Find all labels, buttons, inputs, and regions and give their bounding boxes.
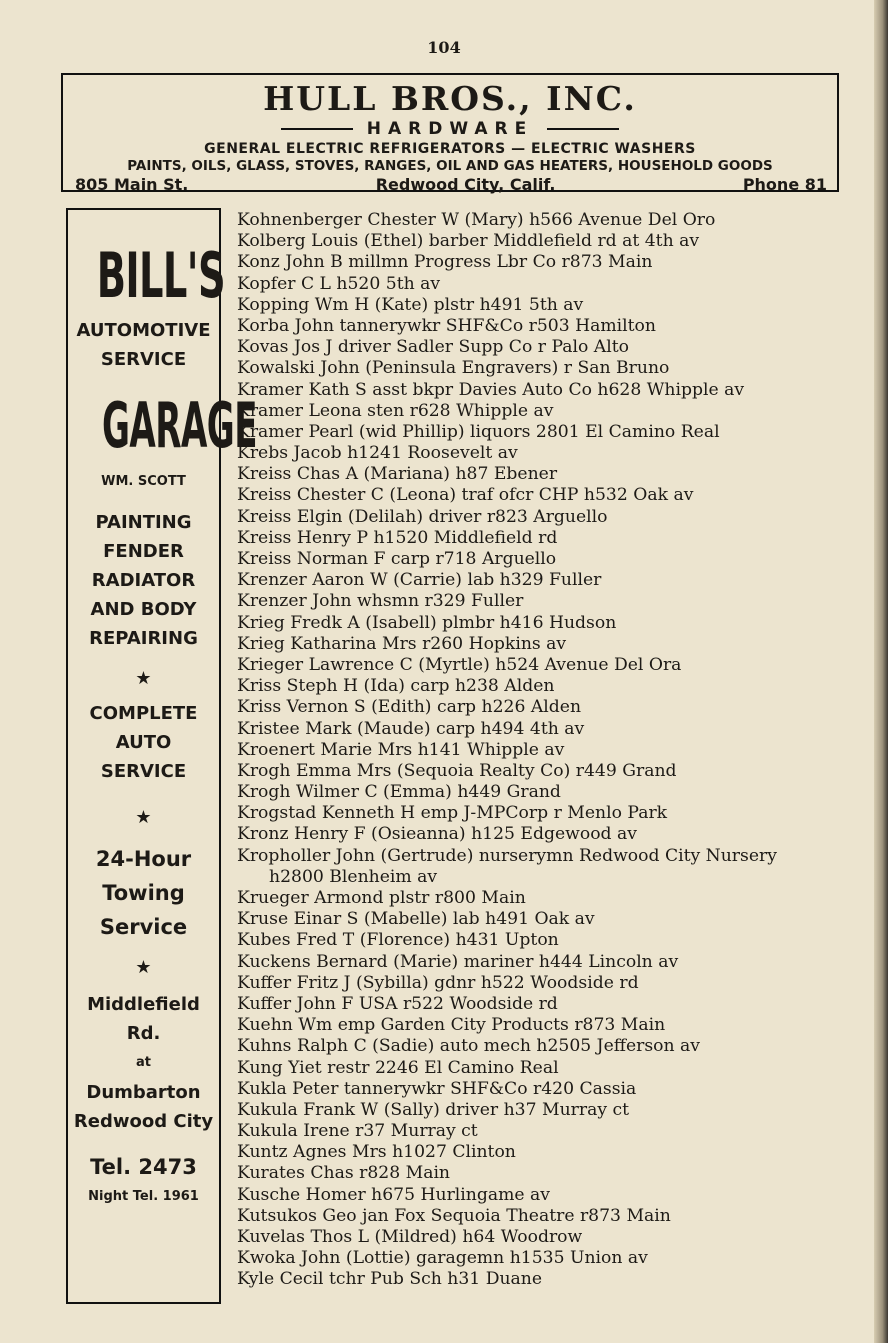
directory-entry: Kreiss Chester C (Leona) traf ofcr CHP h532 Oak av (237, 485, 694, 506)
directory-entry: Krieg Fredk A (Isabell) plmbr h416 Hudson (237, 612, 617, 633)
page-number: 104 (427, 38, 461, 57)
ad-service: SERVICE (100, 349, 187, 370)
directory-entry: Kriss Steph H (Ida) carp h238 Alden (237, 676, 555, 697)
directory-entry: Kronz Henry F (Osieanna) h125 Edgewood av (237, 824, 637, 845)
directory-entry: Kroenert Marie Mrs h141 Whipple av (237, 739, 565, 760)
directory-entry-continuation: h2800 Blenheim av (269, 866, 438, 887)
ad-at: at (136, 1055, 151, 1070)
directory-entry: Kowalski John (Peninsula Engravers) r San Bruno (237, 358, 670, 379)
directory-entry: Kubes Fred T (Florence) h431 Upton (237, 930, 559, 951)
directory-entry: Kohnenberger Chester W (Mary) h566 Avenue Del Oro (237, 210, 716, 230)
ad-subtitle: HARDWARE (366, 119, 534, 139)
ad-night-tel: Night Tel. 1961 (88, 1189, 199, 1204)
ad-painting: PAINTING (95, 512, 192, 533)
directory-entry: Kovas Jos J driver Sadler Supp Co r Palo Alto (237, 337, 629, 358)
directory-entry: Kuntz Agnes Mrs h1027 Clinton (237, 1142, 516, 1163)
directory-entry: Kurates Chas r828 Main (237, 1163, 451, 1184)
directory-entry: Kung Yiet restr 2246 El Camino Real (237, 1057, 559, 1078)
directory-entry: Krogh Wilmer C (Emma) h449 Grand (237, 782, 561, 803)
directory-entry: Kropholler John (Gertrude) nurserymn Redwood City Nursery (237, 845, 777, 866)
directory-list (237, 210, 847, 1291)
ad-repairing: REPAIRING (89, 628, 198, 649)
directory-entry: Kukula Frank W (Sally) driver h37 Murray ct (237, 1099, 630, 1120)
directory-entry: Kwoka John (Lottie) garagemn h1535 Union av (237, 1248, 648, 1269)
directory-entry: Krebs Jacob h1241 Roosevelt av (237, 443, 518, 464)
ad-radiator: RADIATOR (91, 570, 196, 591)
star-icon: ★ (135, 957, 152, 978)
ad-automotive: AUTOMOTIVE (76, 320, 211, 341)
ad-phone: Phone 81 (742, 175, 827, 194)
ad-fender: FENDER (103, 541, 184, 562)
directory-entry: Kreiss Norman F carp r718 Arguello (237, 549, 557, 569)
directory-entry: Kuffer Fritz J (Sybilla) gdnr h522 Woodside rd (237, 972, 639, 993)
directory-entry: Krogh Emma Mrs (Sequoia Realty Co) r449 Grand (237, 760, 677, 781)
directory-entry: Kramer Leona sten r628 Whipple av (237, 400, 554, 421)
directory-entry: Kopping Wm H (Kate) plstr h491 5th av (237, 294, 584, 315)
ad-towing: Towing (102, 881, 185, 905)
divider (281, 128, 353, 130)
ad-subtitle-row (63, 119, 837, 139)
ad-auto: AUTO (115, 732, 172, 753)
directory-entry: Krieg Katharina Mrs r260 Hopkins av (237, 633, 567, 654)
directory-entry: Kutsukos Geo jan Fox Sequoia Theatre r873 Main (237, 1205, 671, 1226)
ad-service-3: Service (99, 915, 188, 939)
page-edge (874, 0, 888, 1343)
directory-entry: Kreiss Chas A (Mariana) h87 Ebener (237, 464, 558, 485)
directory-entry: Kriss Vernon S (Edith) carp h226 Alden (237, 697, 582, 718)
ad-garage: GARAGE (101, 389, 257, 462)
directory-entry: Kreiss Henry P h1520 Middlefield rd (237, 527, 558, 548)
ad-contact-row (63, 175, 837, 195)
ad-bills-name: BILL'S (96, 239, 226, 312)
ad-address: 805 Main St. (75, 175, 189, 194)
directory-entry: Kramer Kath S asst bkpr Davies Auto Co h628 Whipple av (237, 379, 745, 400)
ad-24-hour: 24-Hour (95, 847, 192, 871)
directory-entry: Kristee Mark (Maude) carp h494 4th av (237, 718, 585, 739)
directory-entry: Kolberg Louis (Ethel) barber Middlefield rd at 4th av (237, 231, 700, 252)
ad-middlefield: Middlefield Rd. (87, 994, 200, 1044)
directory-entry: Konz John B millmn Progress Lbr Co r873 Main (237, 252, 653, 273)
directory-entry: Krieger Lawrence C (Myrtle) h524 Avenue Del Ora (237, 654, 682, 675)
directory-entry: Kuhns Ralph C (Sadie) auto mech h2505 Jefferson av (237, 1036, 701, 1057)
divider (547, 128, 619, 130)
directory-entry: Kukula Irene r37 Murray ct (237, 1121, 478, 1142)
directory-entry: Korba John tannerywkr SHF&Co r503 Hamilton (237, 315, 656, 336)
ad-owner: WM. SCOTT (101, 474, 186, 489)
ad-company-name: HULL BROS., INC. (263, 79, 637, 118)
directory-entry: Kyle Cecil tchr Pub Sch h31 Duane (237, 1269, 543, 1290)
star-icon: ★ (135, 668, 152, 689)
ad-products-line-2: PAINTS, OILS, GLASS, STOVES, RANGES, OIL AND GAS HEATERS, HOUSEHOLD GOODS (127, 158, 773, 174)
directory-entry: Krueger Armond plstr r800 Main (237, 888, 526, 908)
directory-entry: Kramer Pearl (wid Phillip) liquors 2801 El Camino Real (237, 421, 720, 442)
ad-and-body: AND BODY (90, 599, 197, 620)
directory-entry: Kruse Einar S (Mabelle) lab h491 Oak av (237, 909, 595, 930)
ad-service-2: SERVICE (100, 761, 187, 782)
star-icon: ★ (135, 807, 152, 828)
hull-bros-advertisement (61, 73, 839, 192)
directory-entry: Krenzer John whsmn r329 Fuller (237, 591, 524, 612)
ad-redwood-city: Redwood City (73, 1111, 214, 1132)
directory-entry: Kopfer C L h520 5th av (237, 273, 441, 294)
directory-entry: Kuehn Wm emp Garden City Products r873 Main (237, 1015, 666, 1036)
directory-entry: Kreiss Elgin (Delilah) driver r823 Arguello (237, 506, 608, 527)
ad-products-line-1: GENERAL ELECTRIC REFRIGERATORS — ELECTRIC WASHERS (204, 141, 696, 157)
directory-entry: Kuvelas Thos L (Mildred) h64 Woodrow (237, 1227, 583, 1247)
directory-entry: Kukla Peter tannerywkr SHF&Co r420 Cassia (237, 1078, 637, 1099)
directory-entry: Kuckens Bernard (Marie) mariner h444 Lincoln av (237, 951, 679, 972)
directory-entry: Kusche Homer h675 Hurlingame av (237, 1184, 550, 1205)
ad-dumbarton: Dumbarton (86, 1082, 201, 1103)
directory-entry: Krenzer Aaron W (Carrie) lab h329 Fuller (237, 570, 602, 591)
directory-entry: Krogstad Kenneth H emp J-MPCorp r Menlo Park (237, 803, 668, 824)
ad-tel: Tel. 2473 (90, 1155, 197, 1179)
directory-entry: Kuffer John F USA r522 Woodside rd (237, 993, 558, 1014)
ad-city: Redwood City, Calif. (375, 175, 556, 194)
bills-garage-advertisement (66, 208, 257, 1304)
ad-complete: COMPLETE (89, 703, 198, 724)
